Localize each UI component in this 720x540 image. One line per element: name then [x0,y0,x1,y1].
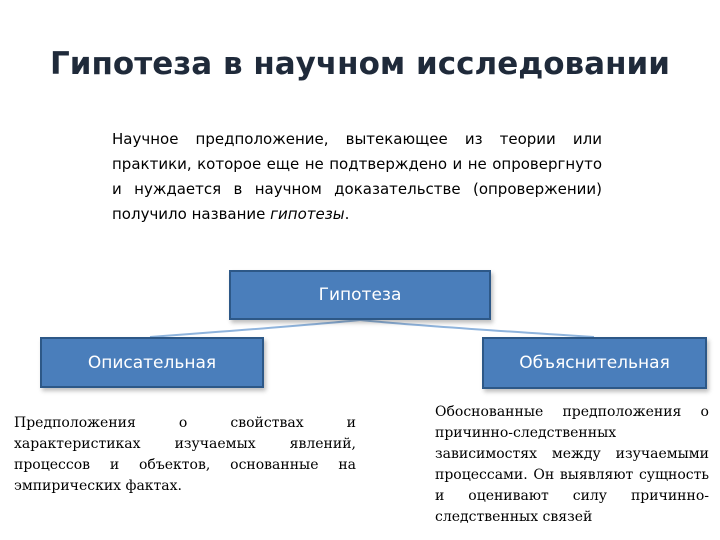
intro-text: Научное предположение, вытекающее из теории или практики, которое еще не подтверждено и не опровергнуто и нуждается в научном доказательстве (опровержении) получило название [112,130,602,223]
connector-right [360,320,594,337]
explanatory-description: Обоснованные предположения о причинно-следственных зависимостях между изучаемыми процессами. Он выявляют сущность и оценивают силу причинно-следственных связей [435,404,709,525]
descriptive-description: Предположения о свойствах и характеристиках изучаемых явлений, процессов и объектов, основанные на эмпирических фактах. [14,415,356,494]
explanatory-node: Объяснительная [482,337,707,389]
hypothesis-node: Гипотеза [229,270,491,320]
connector-left [150,320,360,337]
intro-end: . [344,205,350,223]
page-title: Гипотеза в научном исследовании [50,46,670,82]
intro-paragraph [112,127,602,227]
intro-term: гипотезы [270,205,345,223]
descriptive-node: Описательная [40,337,264,388]
